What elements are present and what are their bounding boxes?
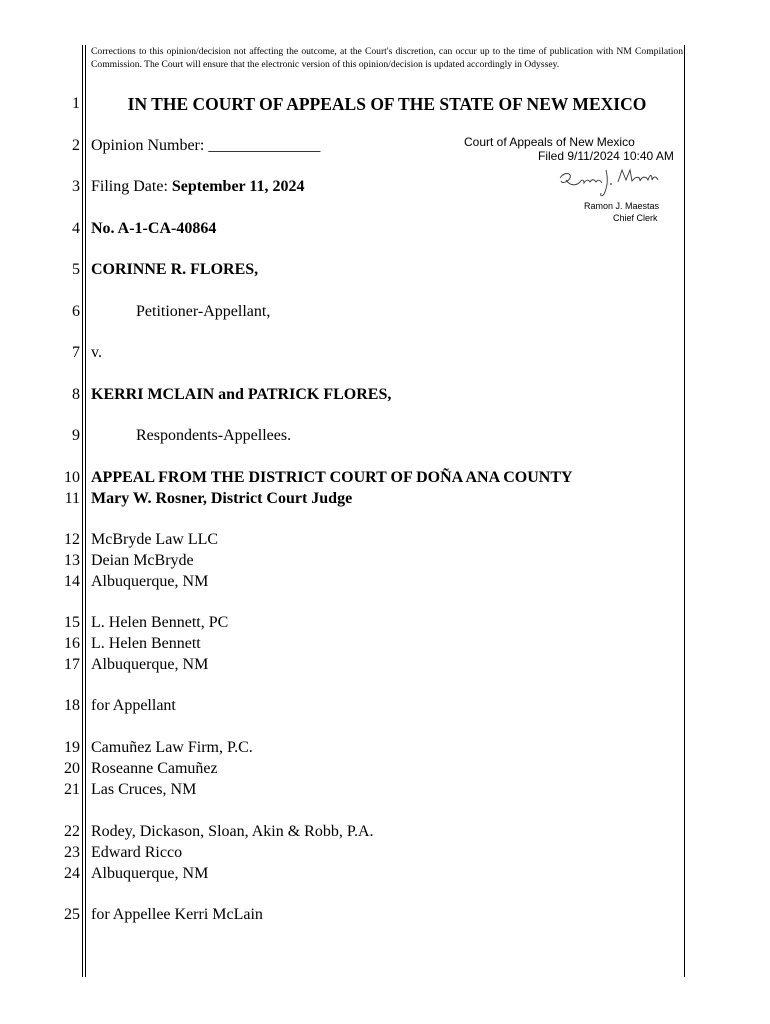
counsel-firm: Camuñez Law Firm, P.C. bbox=[91, 739, 253, 756]
respondents-role: Respondents-Appellees. bbox=[136, 427, 292, 444]
counsel-attorney: Edward Ricco bbox=[91, 844, 183, 861]
line-number: 7 bbox=[72, 344, 80, 361]
line-number: 23 bbox=[64, 844, 80, 861]
versus: v. bbox=[91, 344, 102, 361]
line-number: 17 bbox=[64, 656, 80, 673]
clerk-signature bbox=[556, 164, 662, 198]
counsel-city: Albuquerque, NM bbox=[91, 573, 209, 590]
line-number: 8 bbox=[72, 386, 80, 403]
filing-date-value: September 11, 2024 bbox=[171, 178, 305, 195]
appeal-from: APPEAL FROM THE DISTRICT COURT OF DOÑA ANA COUNTY bbox=[91, 469, 573, 486]
stamp-filed: Filed 9/11/2024 10:40 AM bbox=[538, 149, 674, 163]
filing-date-label: Filing Date: bbox=[91, 178, 172, 195]
line-number: 6 bbox=[72, 303, 80, 320]
corrections-notice: Corrections to this opinion/decision not affecting the outcome, at the Court's discretion, can occur up to the time of publication with NM Compilation Commission. The Court will ensure that the electronic version of this opinion/decision is updated accordingly in Odyssey. bbox=[91, 46, 683, 70]
line-number: 10 bbox=[64, 469, 80, 486]
line-number: 20 bbox=[64, 760, 80, 777]
line-number: 1 bbox=[72, 95, 80, 112]
left-margin-rule-inner bbox=[85, 45, 86, 977]
counsel-attorney: L. Helen Bennett bbox=[91, 635, 201, 652]
line-number: 16 bbox=[64, 635, 80, 652]
line-number: 24 bbox=[64, 865, 80, 882]
counsel-city: Albuquerque, NM bbox=[91, 656, 209, 673]
counsel-city: Las Cruces, NM bbox=[91, 781, 197, 798]
petitioner-role: Petitioner-Appellant, bbox=[136, 303, 271, 320]
line-number: 9 bbox=[72, 427, 80, 444]
petitioner-name: CORINNE R. FLORES, bbox=[91, 261, 259, 278]
court-title: IN THE COURT OF APPEALS OF THE STATE OF NEW MEXICO bbox=[127, 94, 647, 114]
for-appellant: for Appellant bbox=[91, 697, 176, 714]
line-number: 18 bbox=[64, 697, 80, 714]
line-number: 12 bbox=[64, 531, 80, 548]
district-judge: Mary W. Rosner, District Court Judge bbox=[91, 490, 353, 507]
case-number: No. A-1-CA-40864 bbox=[91, 220, 217, 237]
counsel-firm: McBryde Law LLC bbox=[91, 531, 219, 548]
stamp-clerk-title: Chief Clerk bbox=[613, 213, 658, 223]
counsel-city: Albuquerque, NM bbox=[91, 865, 209, 882]
line-number: 4 bbox=[72, 220, 80, 237]
for-appellee: for Appellee Kerri McLain bbox=[91, 906, 263, 923]
right-margin-rule bbox=[684, 45, 685, 977]
filing-date bbox=[91, 177, 304, 197]
line-number: 22 bbox=[64, 823, 80, 840]
line-number: 5 bbox=[72, 261, 80, 278]
stamp-clerk-name: Ramon J. Maestas bbox=[584, 201, 660, 211]
line-number: 25 bbox=[64, 906, 80, 923]
counsel-firm: L. Helen Bennett, PC bbox=[91, 614, 229, 631]
counsel-firm: Rodey, Dickason, Sloan, Akin & Robb, P.A. bbox=[91, 823, 374, 840]
opinion-number: Opinion Number: ______________ bbox=[91, 137, 321, 154]
counsel-attorney: Roseanne Camuñez bbox=[91, 760, 218, 777]
line-number: 13 bbox=[64, 552, 80, 569]
line-number: 15 bbox=[64, 614, 80, 631]
line-number: 19 bbox=[64, 739, 80, 756]
line-number: 11 bbox=[64, 490, 80, 507]
line-number: 21 bbox=[64, 781, 80, 798]
line-number: 14 bbox=[64, 573, 80, 590]
stamp-court: Court of Appeals of New Mexico bbox=[464, 135, 635, 149]
line-number: 2 bbox=[72, 137, 80, 154]
respondents-names: KERRI MCLAIN and PATRICK FLORES, bbox=[91, 386, 392, 403]
line-number: 3 bbox=[72, 178, 80, 195]
left-margin-rule-outer bbox=[82, 45, 83, 977]
counsel-attorney: Deian McBryde bbox=[91, 552, 194, 569]
